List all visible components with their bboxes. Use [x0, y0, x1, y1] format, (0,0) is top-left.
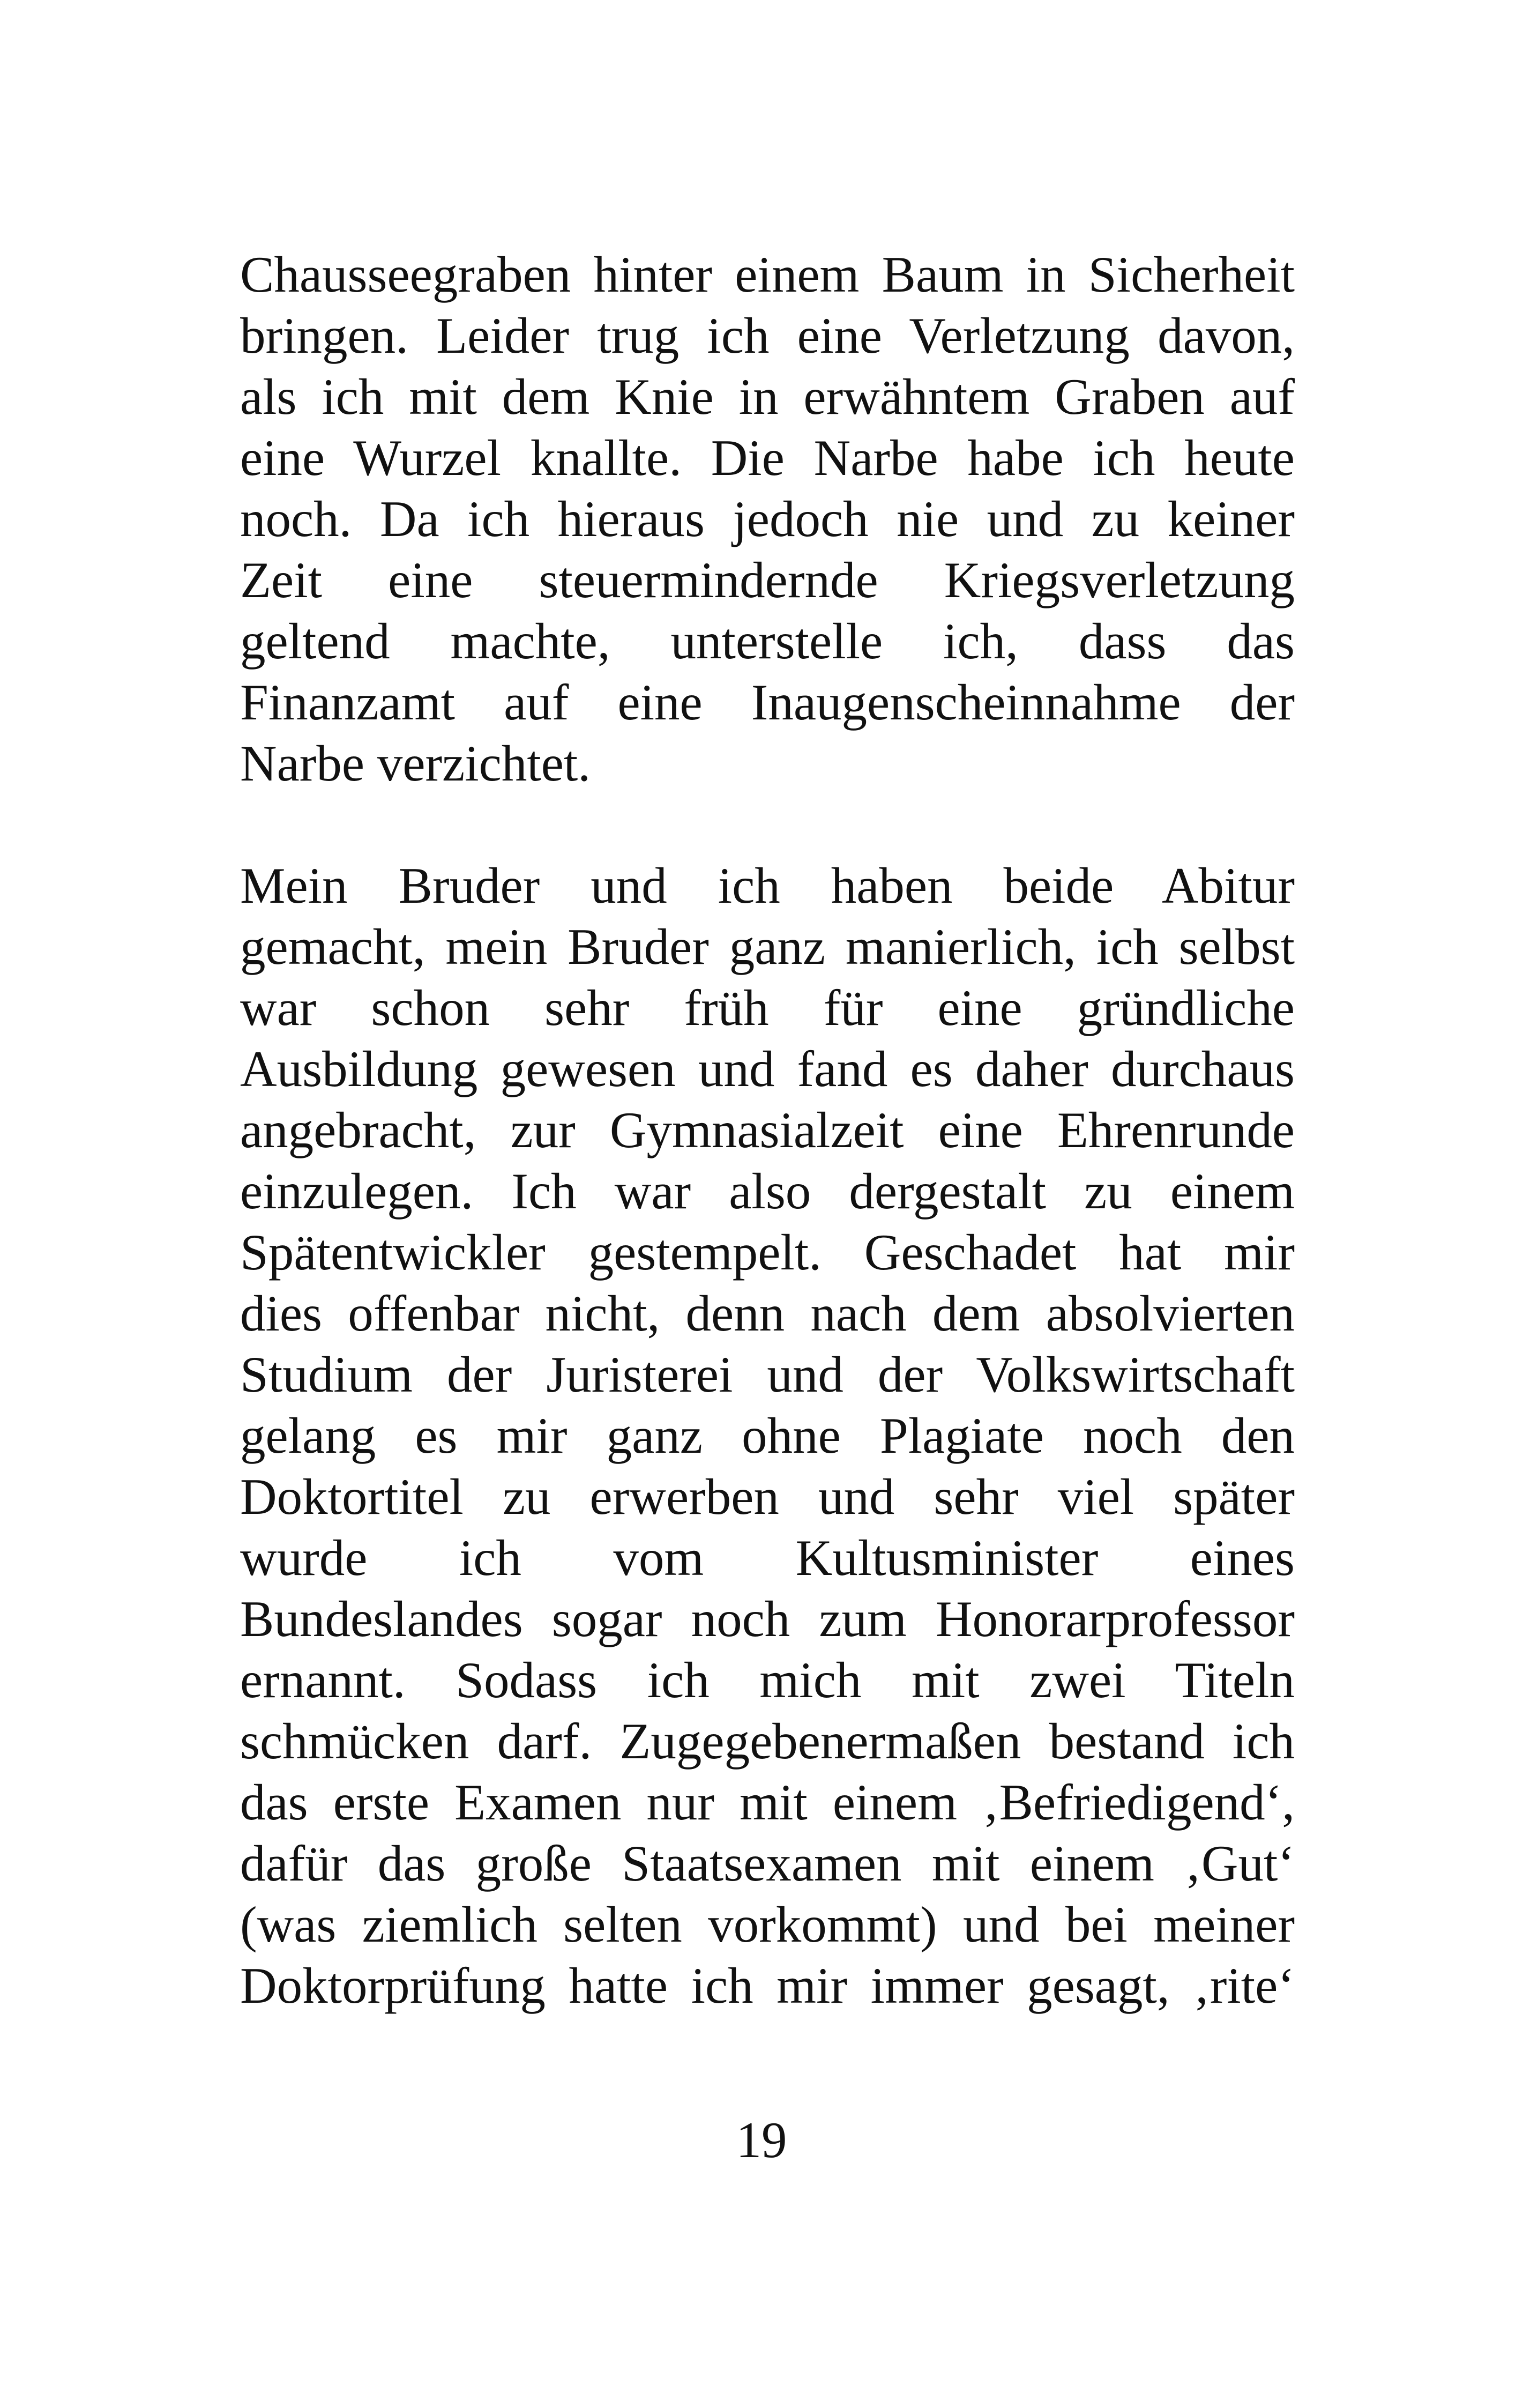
text-line: Doktorprüfung hatte ich mir immer gesagt, ‚rite‘ [240, 1957, 1295, 2014]
text-line: Ausbildung gewesen und fand es daher durchaus [240, 1041, 1295, 1097]
text-line: Doktortitel zu erwerben und sehr viel später [240, 1468, 1295, 1525]
page-number: 19 [736, 2112, 787, 2168]
text-line: Bundeslandes sogar noch zum Honorarprofessor [240, 1591, 1295, 1647]
text-line: Finanzamt auf eine Inaugenscheinnahme der [240, 674, 1295, 731]
text-line: Mein Bruder und ich haben beide Abitur [240, 857, 1295, 914]
text-line: dafür das große Staatsexamen mit einem ‚Gut‘ [240, 1835, 1295, 1892]
text-line: Studium der Juristerei und der Volkswirtschaft [240, 1346, 1295, 1403]
paragraph-2 [240, 855, 1295, 2016]
text-line: gelang es mir ganz ohne Plagiate noch den [240, 1407, 1295, 1464]
text-line: als ich mit dem Knie in erwähntem Graben auf [240, 368, 1295, 425]
text-line: gemacht, mein Bruder ganz manierlich, ich selbst [240, 918, 1295, 975]
text-line: wurde ich vom Kultusminister eines [240, 1529, 1295, 1586]
text-line: Narbe verzichtet. [240, 735, 591, 792]
text-line: war schon sehr früh für eine gründliche [240, 979, 1295, 1036]
text-line: bringen. Leider trug ich eine Verletzung davon, [240, 307, 1295, 364]
text-line: schmücken darf. Zugegebenermaßen bestand ich [240, 1713, 1295, 1770]
text-line: ernannt. Sodass ich mich mit zwei Titeln [240, 1652, 1295, 1708]
text-line: das erste Examen nur mit einem ‚Befriedigend‘, [240, 1774, 1295, 1831]
text-line: dies offenbar nicht, denn nach dem absolvierten [240, 1285, 1295, 1342]
text-line: geltend machte, unterstelle ich, dass das [240, 613, 1295, 670]
text-line: eine Wurzel knallte. Die Narbe habe ich heute [240, 429, 1295, 486]
text-line: Chausseegraben hinter einem Baum in Sicherheit [240, 246, 1295, 303]
text-line: (was ziemlich selten vorkommt) und bei meiner [240, 1896, 1295, 1953]
text-line: Spätentwickler gestempelt. Geschadet hat mir [240, 1224, 1295, 1281]
text-line: noch. Da ich hieraus jedoch nie und zu keiner [240, 490, 1295, 547]
text-line: einzulegen. Ich war also dergestalt zu einem [240, 1163, 1295, 1220]
paragraph-1 [240, 244, 1295, 794]
text-line: angebracht, zur Gymnasialzeit eine Ehrenrunde [240, 1102, 1295, 1158]
text-line: Zeit eine steuermindernde Kriegsverletzung [240, 552, 1295, 608]
